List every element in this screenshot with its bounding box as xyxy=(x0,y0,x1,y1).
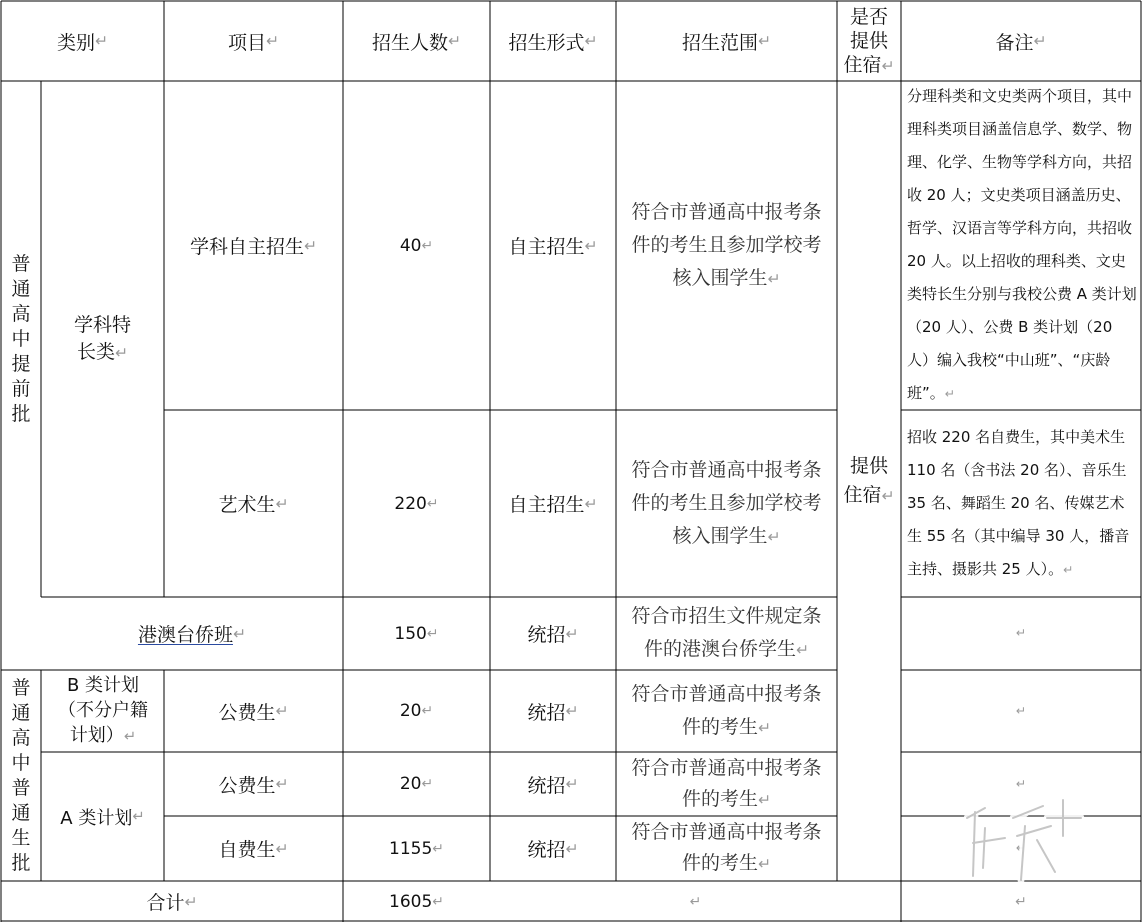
total-remark: ↵ xyxy=(1015,893,1027,910)
total-quota: 1605 ↵ xyxy=(389,891,444,912)
item-cell: 公费生 ↵ xyxy=(218,774,289,797)
group2-label: 普通高中普通生批 xyxy=(11,676,31,874)
remark-cell: ↵ xyxy=(1015,776,1027,791)
quota-cell: 1155 ↵ xyxy=(389,838,444,859)
total-label: 合计 ↵ xyxy=(146,892,198,914)
header-quota: 招生人数 ↵ xyxy=(371,31,462,54)
quota-cell: 40 ↵ xyxy=(399,235,434,256)
plan-b-label: B 类计划（不分户籍计划）↵ xyxy=(58,675,148,746)
scope-cell: 符合市普通高中报考条件的考生且参加学校考核入围学生↵ xyxy=(631,200,822,289)
remark-cell: ↵ xyxy=(1015,841,1027,855)
item-cell: 公费生 ↵ xyxy=(218,701,289,724)
remark-cell: 分理科类和文史类两个项目，其中理科类项目涵盖信息学、数学、物理、化学、生物等学科方向，共招收 20 人；文史类项目涵盖历史、哲学、汉语言等学科方向，共招收 20 人。以上招收的理科类、文史类特长生分别与我校公费 A 类计划（20 人）、公费 B 类计划（20 人）编入我校“中山班”、“庆龄班”。↵ xyxy=(907,87,1137,402)
form-cell: 自主招生 ↵ xyxy=(508,494,598,516)
lodging-value: 提供住宿↵ xyxy=(843,454,895,506)
item-cell: 港澳台侨班 ↵ xyxy=(137,624,247,646)
quota-cell: 20 ↵ xyxy=(399,701,434,721)
form-cell: 统招 ↵ xyxy=(527,624,579,646)
header-lodging: 是否提供住宿↵ xyxy=(843,5,895,76)
scope-cell: 符合市普通高中报考条件的考生且参加学校考核入围学生↵ xyxy=(631,458,822,547)
quota-cell: 20 ↵ xyxy=(399,774,434,794)
item-cell: 艺术生 ↵ xyxy=(218,494,289,516)
header-category: 类别 ↵ xyxy=(56,31,109,54)
header-form: 招生形式 ↵ xyxy=(508,31,598,54)
form-cell: 统招 ↵ xyxy=(527,774,579,797)
remark-cell: ↵ xyxy=(1015,703,1027,718)
quota-cell: 220 ↵ xyxy=(394,493,439,514)
group1-label: 普通高中提前批 xyxy=(11,252,31,425)
group1-subcategory: 学科特长类↵ xyxy=(73,313,131,363)
remark-cell: 招收 220 名自费生，其中美术生 110 名（含书法 20 名）、音乐生 35 名、舞蹈生 20 名、传媒艺术生 55 名（其中编导 30 人，播音主持、摄影共 25 人）。↵ xyxy=(907,427,1130,578)
item-cell: 学科自主招生 ↵ xyxy=(189,236,318,258)
quota-cell: 150 ↵ xyxy=(394,623,439,644)
total-form: ↵ xyxy=(689,893,702,910)
form-cell: 自主招生 ↵ xyxy=(508,236,598,258)
header-item: 项目 ↵ xyxy=(227,31,280,54)
watermark-logo xyxy=(955,788,1105,888)
scope-cell: 符合市普通高中报考条件的考生↵ xyxy=(631,682,822,738)
header-scope: 招生范围 ↵ xyxy=(681,31,772,54)
item-cell: 自费生 ↵ xyxy=(218,839,289,861)
form-cell: 统招 ↵ xyxy=(527,701,579,724)
header-remark: 备注 ↵ xyxy=(995,31,1047,54)
scope-cell: 符合市普通高中报考条件的考生↵ xyxy=(631,821,822,874)
form-cell: 统招 ↵ xyxy=(527,839,579,861)
scope-cell: 符合市普通高中报考条件的考生↵ xyxy=(631,756,822,810)
scope-cell: 符合市招生文件规定条件的港澳台侨学生↵ xyxy=(631,605,822,660)
remark-cell: ↵ xyxy=(1015,626,1027,640)
plan-a-label: A 类计划 ↵ xyxy=(60,807,145,829)
